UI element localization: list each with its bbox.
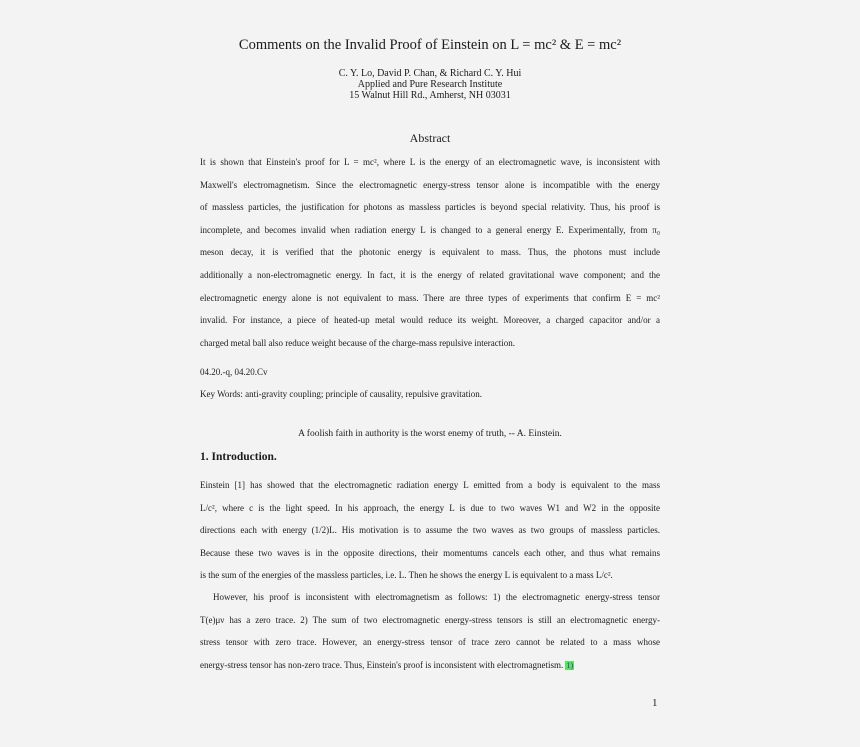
intro-line: Because these two waves is in the opposite directions, their momentums cancels each other, and thus what remains [200,547,660,558]
pacs-codes: 04.20.-q, 04.20.Cv [200,367,268,377]
paper-title: Comments on the Invalid Proof of Einstein on L = mc² & E = mc² [238,37,622,53]
authors: C. Y. Lo, David P. Chan, & Richard C. Y. Hui [338,68,522,79]
author-block [0,68,860,101]
intro-line: L/c², where c is the light speed. In his approach, the energy L is due to two waves W1 and W2 in the opposite [200,502,660,513]
intro-paragraph-1 [200,474,660,587]
keywords: Key Words: anti-gravity coupling; principle of causality, repulsive gravitation. [200,389,482,399]
intro-line: stress tensor with zero trace. However, an energy-stress tensor of trace zero cannot be related to a mass whose [200,637,660,648]
abstract-heading: Abstract [409,131,451,145]
intro-paragraph-2 [200,586,660,676]
abstract-line: incomplete, and becomes invalid when radiation energy L is changed to a general energy E. Experimentally, from π₀ [200,224,660,235]
epigraph-quote: A foolish faith in authority is the worst enemy of truth, -- A. Einstein. [298,429,562,439]
abstract-line: of massless particles, the justification for photons as massless particles is beyond special relativity. Thus, his proof is [200,202,660,213]
abstract-line: additionally a non-electromagnetic energy. In fact, it is the energy of related gravitational wave component; and the [200,269,660,280]
intro-line: Einstein [1] has showed that the electromagnetic radiation energy L emitted from a body is equivalent to the mass [200,480,660,490]
abstract-line: electromagnetic energy alone is not equivalent to mass. There are three types of experiments that confirm E = mc² [200,292,660,303]
abstract-line: Maxwell's electromagnetism. Since the electromagnetic energy-stress tensor alone is incompatible with the energy [200,179,660,190]
intro-line: However, his proof is inconsistent with electromagnetism as follows: 1) the electromagnetic energy-stress tensor [213,592,660,602]
section-heading-introduction: 1. Introduction. [200,451,277,463]
intro-line: is the sum of the energies of the massless particles, i.e. L. Then he shows the energy L is equivalent to a mass L/c². [200,570,613,581]
highlighted-annotation-marker[interactable]: 1) [566,660,574,670]
abstract-line: It is shown that Einstein's proof for L = mc², where L is the energy of an electromagnetic wave, is inconsistent with [200,157,660,167]
intro-line-last [200,654,660,677]
address: 15 Walnut Hill Rd., Amherst, NH 03031 [349,90,511,101]
intro-line-text: energy-stress tensor has non-zero trace. Thus, Einstein's proof is inconsistent with electromagnetism. [200,659,564,670]
affiliation: Applied and Pure Research Institute [357,79,503,90]
abstract-line: charged metal ball also reduce weight because of the charge-mass repulsive interaction. [200,337,516,348]
intro-line: directions each with energy (1/2)L. His motivation is to assume the two waves as two groups of massless particles. [200,525,660,536]
abstract-body [200,151,660,354]
page-number: 1 [652,697,658,709]
abstract-line: meson decay, it is verified that the photonic energy is equivalent to mass. Thus, the photons must include [200,247,660,258]
intro-line: T(e)μν has a zero trace. 2) The sum of two electromagnetic energy-stress tensors is still an electromagnetic energy- [200,614,660,625]
abstract-line: invalid. For instance, a piece of heated-up metal would reduce its weight. Moreover, a charged capacitor and/or a [200,315,660,326]
